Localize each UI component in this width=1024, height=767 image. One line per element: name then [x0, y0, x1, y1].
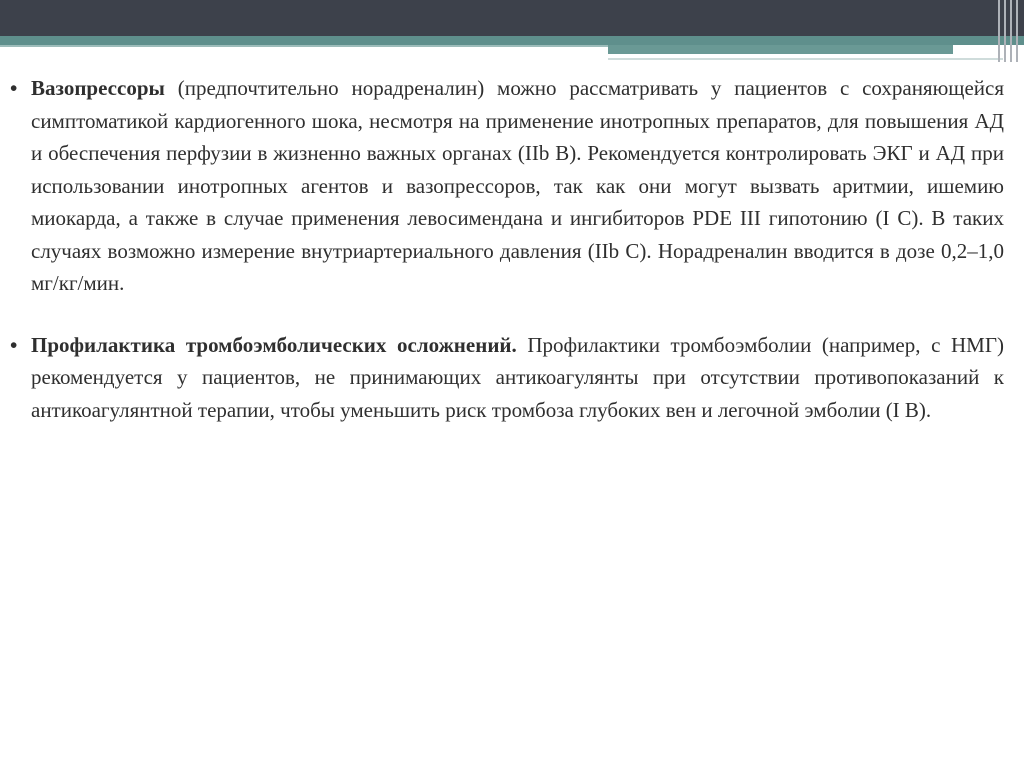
slide-content	[10, 72, 1004, 426]
bullet-marker: •	[10, 76, 18, 100]
bullet-text: (предпочтительно норадреналин) можно рассматривать у пациентов с сохраняющейся симптоматикой кардиогенного шока, несмотря на применение инотропных препаратов, для повышения АД и обеспечения перфузии в жизненно важных органах (IIb B). Рекомендуется контролировать ЭКГ и АД при использовании инотропных агентов и вазопрессоров, так как они могут вызвать аритмии, ишемию миокарда, а также в случае применения левосимендана и ингибиторов PDE III гипотонию (I C). В таких случаях возможно измерение внутриартериального давления (IIb C). Норадреналин вводится в дозе 0,2–1,0 мг/кг/мин.	[31, 76, 1004, 295]
bullet-heading: Вазопрессоры	[31, 76, 165, 100]
header-accent-block	[608, 45, 953, 54]
edge-stripe	[998, 0, 1000, 62]
edge-stripe	[1016, 0, 1018, 62]
header-accent-underline	[608, 58, 1003, 60]
edge-stripe	[1010, 0, 1012, 62]
bullet-thromboembolism-prophylaxis	[10, 329, 1004, 427]
bullet-vasopressors	[10, 72, 1004, 300]
bullet-heading: Профилактика тромбоэмболических осложнений.	[31, 332, 517, 357]
bullet-text: Профилактики тромбоэмболии (например, с НМГ) рекомендуется у пациентов, не принимающих антикоагулянты при отсутствии противопоказаний к антикоагулянтной терапии, чтобы уменьшить риск тромбоза глубоких вен и легочной эмболии (I B).	[31, 332, 1004, 422]
bullet-marker: •	[10, 332, 18, 357]
edge-stripe	[1004, 0, 1006, 62]
header-accent-band	[0, 36, 1024, 45]
header-bar	[0, 0, 1024, 36]
header-accent-line	[0, 45, 610, 47]
